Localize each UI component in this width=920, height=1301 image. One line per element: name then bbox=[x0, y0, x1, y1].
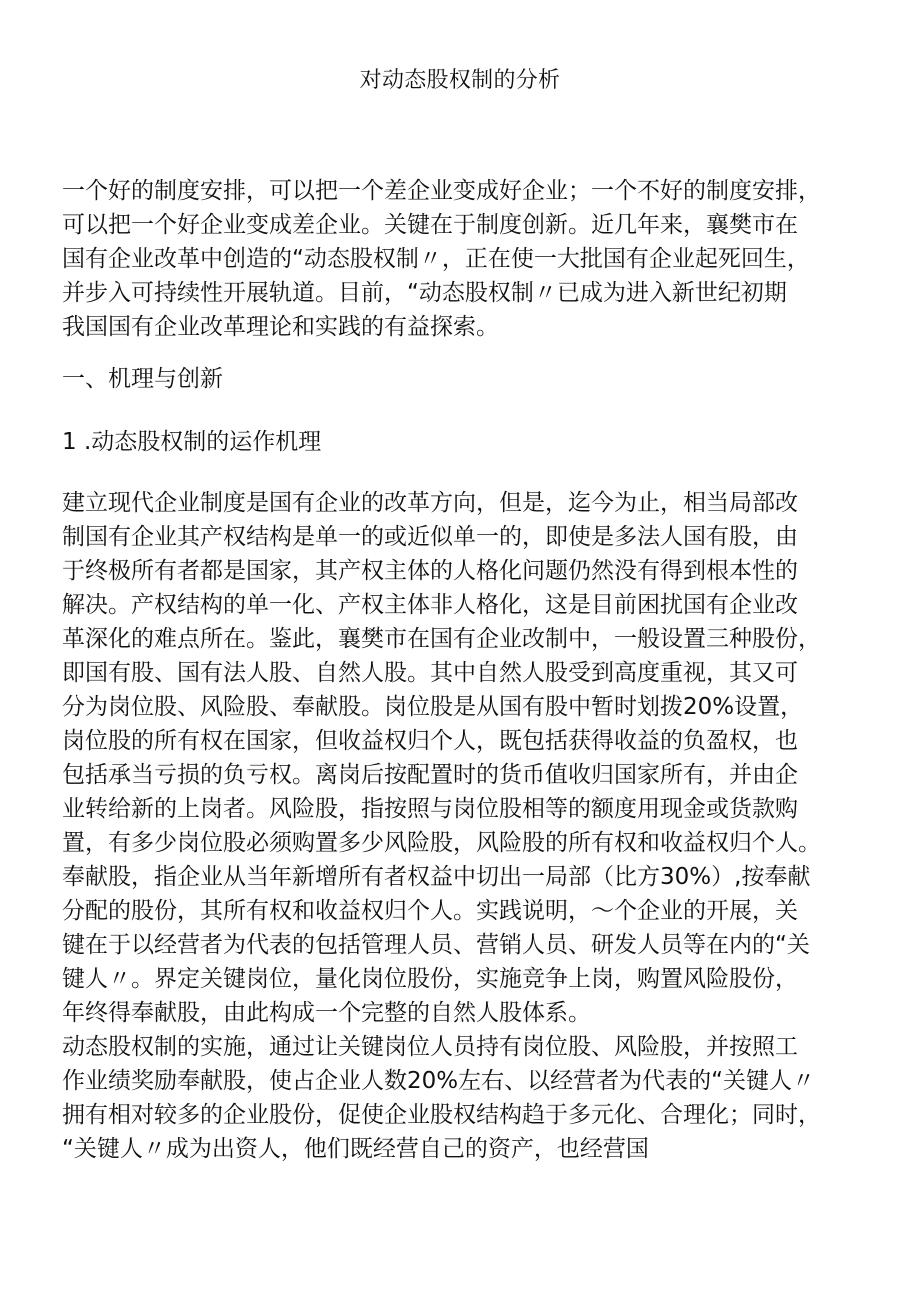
mechanism-line: 分为岗位股、风险股、奉献股。岗位股是从国有股中暂时划拨20%设置， bbox=[62, 694, 804, 720]
mechanism-line: 奉献股，指企业从当年新增所有者权益中切出一局部（比方30%）,按奉献 bbox=[62, 864, 811, 890]
intro-line: 可以把一个好企业变成差企业。关键在于制度创新。近几年来，襄樊市在 bbox=[62, 212, 798, 238]
mechanism-line: 即国有股、国有法人股、自然人股。其中自然人股受到高度重视，其又可 bbox=[62, 660, 798, 686]
intro-line: 国有企业改革中创造的“动态股权制〃，正在使一大批国有企业起死回生， bbox=[62, 246, 810, 272]
mechanism-line: 包括承当亏损的负亏权。离岗后按配置时的货币值收归国家所有，并由企 bbox=[62, 762, 798, 788]
mechanism-line: 制国有企业其产权结构是单一的或近似单一的，即使是多法人国有股，由 bbox=[62, 524, 798, 550]
implementation-line: 拥有相对较多的企业股份，促使企业股权结构趋于多元化、合理化；同时， bbox=[62, 1102, 821, 1128]
implementation-line: 作业绩奖励奉献股，使占企业人数20%左右、以经营者为代表的“关键人〃 bbox=[62, 1068, 816, 1094]
intro-line: 并步入可持续性开展轨道。目前，“动态股权制〃已成为进入新世纪初期 bbox=[62, 280, 787, 306]
intro-line: 我国国有企业改革理论和实践的有益探索。 bbox=[62, 314, 499, 340]
mechanism-line: 解决。产权结构的单一化、产权主体非人格化，这是目前困扰国有企业改 bbox=[62, 592, 798, 618]
implementation-line: 动态股权制的实施，通过让关键岗位人员持有岗位股、风险股，并按照工 bbox=[62, 1034, 798, 1060]
mechanism-line: 业转给新的上岗者。风险股，指按照与岗位股相等的额度用现金或货款购 bbox=[62, 796, 798, 822]
mechanism-line: 键在于以经营者为代表的包括管理人员、营销人员、研发人员等在内的“关 bbox=[62, 932, 810, 958]
mechanism-line: 年终得奉献股，由此构成一个完整的自然人股体系。 bbox=[62, 1000, 591, 1026]
mechanism-line: 于终极所有者都是国家，其产权主体的人格化问题仍然没有得到根本性的 bbox=[62, 558, 798, 584]
intro-line: 一个好的制度安排，可以把一个差企业变成好企业；一个不好的制度安排， bbox=[62, 178, 821, 204]
mechanism-line: 分配的股份，其所有权和收益权归个人。实践说明，〜个企业的开展，关 bbox=[62, 898, 798, 924]
mechanism-line: 革深化的难点所在。鉴此，襄樊市在国有企业改制中，一般设置三种股份， bbox=[62, 626, 821, 652]
mechanism-line: 键人〃。界定关键岗位，量化岗位股份，实施竞争上岗，购置风险股份， bbox=[62, 966, 798, 992]
implementation-line: “关键人〃成为出资人，他们既经营自己的资产，也经营国 bbox=[62, 1136, 649, 1162]
intro-paragraph bbox=[62, 174, 854, 344]
mechanism-paragraph bbox=[62, 486, 854, 1030]
implementation-paragraph bbox=[62, 1030, 854, 1166]
subsection-heading: 1 .动态股权制的运作机理 bbox=[62, 429, 322, 455]
document-title: 对动态股权制的分析 bbox=[359, 68, 561, 93]
mechanism-line: 岗位股的所有权在国家，但收益权归个人，既包括获得收益的负盈权，也 bbox=[62, 728, 798, 754]
mechanism-line: 建立现代企业制度是国有企业的改革方向，但是，迄今为止，相当局部改 bbox=[62, 490, 798, 516]
section-heading: 一、机理与创新 bbox=[62, 366, 223, 392]
mechanism-line: 置，有多少岗位股必须购置多少风险股，风险股的所有权和收益权归个人。 bbox=[62, 830, 821, 856]
